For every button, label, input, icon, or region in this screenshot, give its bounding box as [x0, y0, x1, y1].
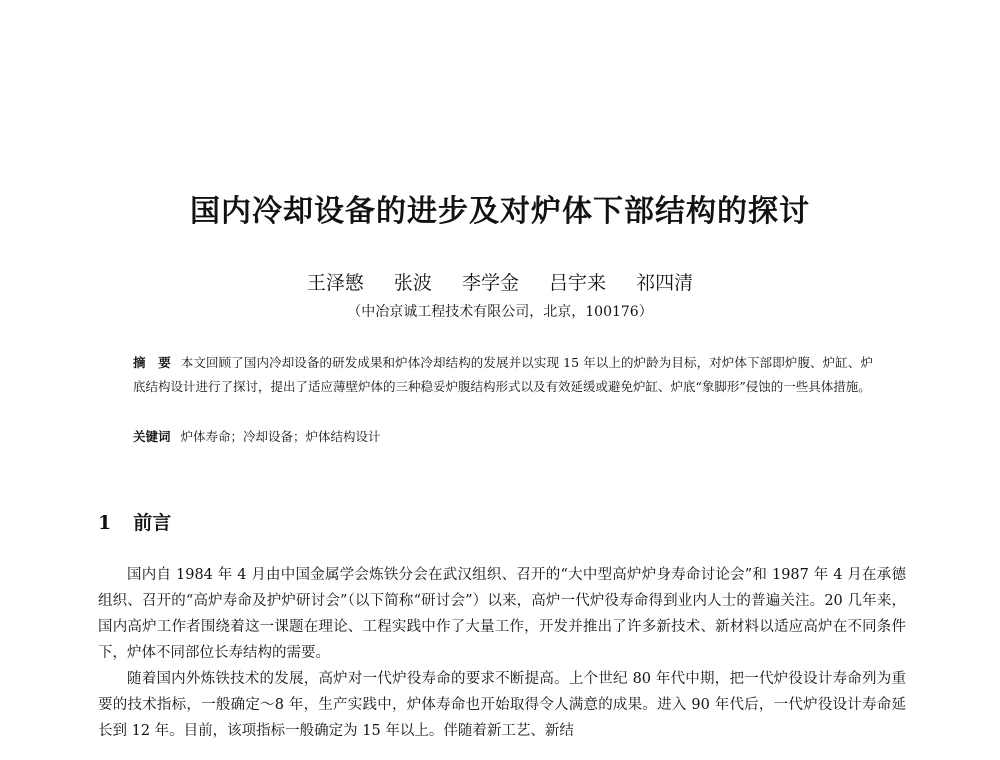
abstract-text: 本文回顾了国内冷却设备的研发成果和炉体冷却结构的发展并以实现 15 年以上的炉龄为目标，对炉体下部即炉腹、炉缸、炉底结构设计进行了探讨，提出了适应薄壁炉体的三种稳妥炉腹结构形式以及有效延缓或避免炉缸、炉底“象脚形”侵蚀的一些具体措施。 — [133, 355, 873, 394]
keywords — [133, 427, 873, 445]
abstract-label: 摘 要 — [133, 355, 171, 370]
keywords-label: 关键词 — [133, 429, 171, 444]
body-paragraph: 随着国内外炼铁技术的发展，高炉对一代炉役寿命的要求不断提高。上个世纪 80 年代中期，把一代炉役设计寿命列为重要的技术指标，一般确定～8 年，生产实践中，炉体寿命也开始取得令人满意的成果。进入 90 年代后，一代炉役设计寿命延长到 12 年。目前，该项指标一般确定为 15 年以上。伴随着新工艺、新结 — [98, 671, 906, 739]
section-title: 前言 — [133, 512, 172, 534]
author-name: 张波 — [393, 272, 432, 294]
paper-title: 国内冷却设备的进步及对炉体下部结构的探讨 — [190, 194, 810, 229]
body-text — [98, 562, 906, 744]
keywords-text: 炉体寿命；冷却设备；炉体结构设计 — [180, 429, 381, 444]
section-number: 1 — [98, 512, 112, 534]
author-name: 王泽慜 — [306, 272, 364, 294]
author-name: 祁四清 — [636, 272, 694, 294]
body-paragraph: 国内自 1984 年 4 月由中国金属学会炼铁分会在武汉组织、召开的“大中型高炉炉身寿命讨论会”和 1987 年 4 月在承德组织、召开的“高炉寿命及护炉研讨会”（以下简称“研讨会”）以来，高炉一代炉役寿命得到业内人士的普遍关注。20 几年来，国内高炉工作者围绕着这一课题在理论、工程实践中作了大量工作，开发并推出了许多新技术、新材料以适应高炉在不同条件下，炉体不同部位长寿结构的需要。 — [98, 567, 906, 661]
author-name: 李学金 — [461, 272, 519, 294]
author-list — [0, 268, 1000, 295]
affiliation: （中冶京诚工程技术有限公司，北京，100176） — [347, 304, 653, 320]
author-name: 吕宇来 — [549, 272, 607, 294]
abstract — [133, 351, 873, 399]
section-heading — [98, 508, 171, 535]
